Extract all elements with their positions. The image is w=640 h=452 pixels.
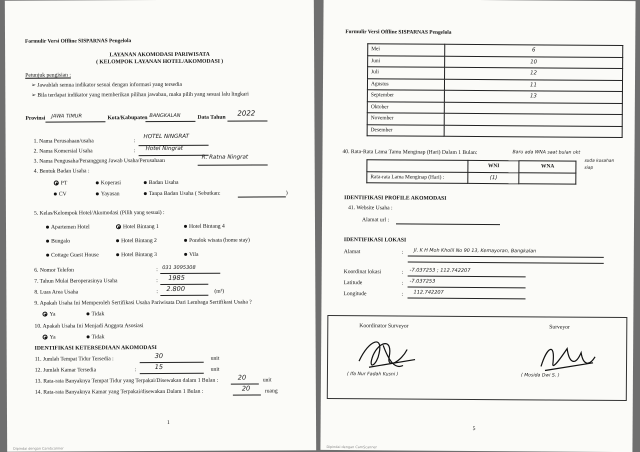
instructions-title: Petunjuk pengisian : [25, 72, 71, 79]
q13-unit: unit [262, 377, 272, 384]
option-pt[interactable]: PT [54, 180, 68, 187]
q9-yes[interactable]: Ya [42, 312, 55, 319]
q8-unit: (m²) [214, 288, 225, 295]
q40-label: 40. Rata-Rata Lama Tamu Menginap (Hari) Dalam 1 Bulan: [342, 149, 478, 156]
year-value: 2022 [237, 109, 256, 118]
scanner-watermark: Dipindai dengan CamScanner [326, 444, 377, 450]
table-row: November [367, 113, 622, 126]
section-availability: IDENTIFIKASI KETERSEDIAAN AKOMODASI [34, 345, 157, 352]
coordinator-name: ( Ifa Nur Fadah Kusni ) [346, 372, 399, 378]
table-row: September 13 [367, 90, 622, 103]
address-label: Alamat [343, 249, 361, 256]
q13-answer: 20 [237, 373, 247, 382]
option-vila[interactable]: Vila [184, 252, 198, 259]
form-header: Formulir Versi Offline SISPARNAS Pengelola [345, 29, 452, 36]
address-value: Jl. K H Moh Kholil No 90 13, Kemayoran, Bangkalan [413, 248, 537, 255]
option-bintang-1[interactable]: Hotel Bintang 1 [116, 224, 159, 231]
q13-label: 13. Rata-rata Banyaknya Tempat Tidur yang Terpakai/Disewakan dalam 1 Bulan : [34, 377, 219, 385]
option-bintang-3[interactable]: Hotel Bintang 3 [116, 252, 157, 259]
q8-label: 8. Luas Area Usaha [34, 289, 79, 296]
table-row: Oktober [367, 101, 622, 114]
q14-label: 14. Rata-rata Banyaknya Kamar yang Terpakai/disewakan Dalam 1 Bulan : [34, 388, 204, 396]
form-page-left: Formulir Versi Offline SISPARNAS Pengelola LAYANAN AKOMODASI PARIWISATA ( KELOMPOK LAYANAN HOTEL/AKOMODASI ) Petunjuk pengisian : ➢ Jawablah semua indikator sesuai dengan informasi yang tersedia ➢ Bila terdapat indikator yang memberikan pilihan jawaban, maka pilih yang sesuai lalu lingkari Provinsi JAWA TIMUR Kota/Kabupaten BANGKALAN Data Tahun 2022 1. Nama Perusahaan/usaha : HOTEL NINGRAT 2. Nama Komersial Usaha : Hotel Ningrat 3. Nama Pengusaha/Penanggung Jawab Usaha/Perusahaan R. Ratna Ningrat 4. Bentuk Badan Usaha : PT Koperasi Badan Usaha CV Yayasan Tanpa Badan Usaha ( Sebutkan: ) 5. Kelas/Kelompok Hotel/Akomodasi (Pilih yang sesuai) : Apartemen Hotel Hotel Bintang 1 Hotel Bintang 4 Bungalo Hotel Bintang 2 Pondok wisata (home stay) Cottage Guest House Hotel Bintang 3 Vila 6. Nomor Telefon : 031 3095308 7. Tahun Mulai Beroperasinya Usaha : 1985 8. Luas Area Usaha : 2.800 (m²) 9. Apakah Usaha Ini Memperoleh Sertifikasi Usaha Pariwisata Dari Lembaga Sertifikasi Usaha ? Ya Tidak 10. Apakah Usaha Ini Menjadi Anggota Asosiasi Ya Tidak IDENTIFIKASI KETERSEDIAAN AKOMODASI 11. Jumlah Tempat Tidur Tersedia : 30 unit 12. Jumlah Kamar Tersedia : 15 unit 13. Rata-rata Banyaknya Tempat Tidur yang Terpakai/Disewakan dalam 1 Bulan : 20 unit 14. Rata-rata Banyaknya Kamar yang Terpakai/disewakan Dalam 1 Bulan : 20 ruang 1 Dipindai dengan CamScanner [5, 0, 316, 452]
q40-note-3: siap [584, 165, 594, 171]
year-label: Data Tahun [197, 114, 226, 121]
q11-unit: unit [210, 355, 220, 362]
page-number: 1 [167, 419, 170, 426]
option-cv[interactable]: CV [54, 191, 67, 198]
option-badan-usaha[interactable]: Badan Usaha [144, 180, 179, 187]
coord-value: -7.037253 ; 112.742207 [409, 267, 471, 274]
q7-label: 7. Tahun Mulai Beroperasinya Usaha [34, 278, 118, 285]
stay-table [366, 159, 576, 184]
table-row: Rata-rata Lama Menginap (Hari) : (1) [367, 171, 576, 184]
lon-value: 112.742207 [413, 289, 444, 296]
q7-answer: 1985 [168, 273, 185, 282]
q9-label: 9. Apakah Usaha Ini Memperoleh Sertifikasi Usaha Pariwisata Dari Lembaga Sertifikasi Usaha ? [34, 299, 252, 307]
scanner-watermark: Dipindai dengan CamScanner [13, 446, 64, 451]
q2-answer: Hotel Ningrat [145, 145, 183, 153]
option-pondok-wisata[interactable]: Pondok wisata (home stay) [184, 238, 250, 245]
q12-answer: 15 [154, 362, 164, 372]
table-row: Mei 6 [368, 44, 623, 57]
coord-label: Koordinat lokasi [343, 269, 382, 276]
lat-label: Latitude [343, 280, 363, 287]
coordinator-signature [346, 331, 429, 378]
option-apartemen-hotel[interactable]: Apartemen Hotel [46, 224, 90, 231]
instruction-item: ➢ Bila terdapat indikator yang memberikan pilihan jawaban, maka pilih yang sesuai lalu lingkari [31, 91, 249, 99]
surveyor-signature [533, 336, 603, 376]
url-label: Alamat url : [362, 217, 390, 224]
table-row: Juni 10 [368, 55, 623, 68]
q10-yes[interactable]: Ya [43, 335, 56, 342]
form-header: Formulir Versi Offline SISPARNAS Pengelola [25, 38, 132, 45]
province-value: JAWA TIMUR [51, 113, 82, 120]
table-row: WNI WNA [367, 160, 576, 173]
city-label: Kota/Kabupaten [107, 115, 148, 122]
q6-answer: 031 3095308 [162, 264, 196, 271]
q9-no[interactable]: Tidak [86, 311, 104, 318]
form-page-right: Formulir Versi Offline SISPARNAS Pengelola Mei 6 Juni 10 Juli 12 Agustus 11 September 13 Oktober November Desember 40. Rata-Rata Lama Tamu Menginap (Hari) Dalam 1 Bulan: Baru ada WNA saat bulan okt suda kosahan siap WNI WNA Rata-rata Lama Menginap (Hari) : (1) IDENTIFIKASI PROFILE AKOMODASI 41. Website Usaha : Alamat url : IDENTIFIKASI LOKASI Alamat : Jl. K H Moh Kholil No 90 13, Kemayoran, Bangkalan Koordinat lokasi : -7.037253 ; 112.742207 Latitude : -7.037253 Longitude : 112.742207 Koordinator Surveyor Surveyor ( Ifa Nur Fadah Kusni ) ( Mosida Dwi S. ) 5 Dipindai dengan CamScanner [320, 0, 635, 452]
q3-label: 3. Nama Pengusaha/Penanggung Jawab Usaha/Perusahaan [33, 157, 165, 165]
q8-answer: 2.800 [166, 284, 185, 293]
option-tanpa-badan-usaha[interactable]: Tanpa Badan Usaha ( Sebutkan: [144, 191, 221, 198]
city-value: BANGKALAN [149, 112, 181, 120]
q14-unit: ruang [264, 388, 278, 395]
option-koperasi[interactable]: Koperasi [96, 180, 121, 187]
q12-label: 12. Jumlah Kamar Tersedia [34, 367, 97, 374]
option-bungalo[interactable]: Bungalo [46, 238, 70, 245]
lon-label: Longitude [343, 291, 367, 298]
q11-answer: 30 [154, 351, 163, 361]
q10-label: 10. Apakah Usaha Ini Menjadi Anggota Asosiasi [34, 323, 144, 330]
instruction-item: ➢ Jawablah semua indikator sesuai dengan informasi yang tersedia [31, 81, 182, 89]
page-number: 5 [472, 425, 476, 432]
section-location: IDENTIFIKASI LOKASI [343, 237, 407, 244]
coordinator-label: Koordinator Surveyor [359, 323, 409, 330]
option-bintang-4[interactable]: Hotel Bintang 4 [184, 224, 225, 231]
q1-answer: HOTEL NINGRAT [143, 133, 190, 141]
option-bintang-2[interactable]: Hotel Bintang 2 [116, 238, 157, 245]
option-cottage[interactable]: Cottage Guest House [46, 252, 99, 259]
q41-label: 41. Website Usaha : [348, 205, 393, 212]
monthly-table [367, 43, 624, 138]
q12-unit: unit [210, 366, 220, 373]
province-label: Provinsi [25, 115, 46, 122]
table-row: Desember [367, 124, 622, 137]
surveyor-name: ( Mosida Dwi S. ) [520, 373, 560, 379]
q14-answer: 20 [241, 384, 251, 393]
form-subtitle: ( KELOMPOK LAYANAN HOTEL/AKOMODASI ) [96, 58, 224, 66]
q2-label: 2. Nama Komersial Usaha [33, 148, 93, 155]
q1-label: 1. Nama Perusahaan/usaha [33, 138, 94, 145]
q40-note-2: suda kosahan [584, 158, 615, 164]
section-profile: IDENTIFIKASI PROFILE AKOMODASI [344, 195, 447, 202]
table-row: Agustus 11 [367, 78, 622, 91]
q4-label: 4. Bentuk Badan Usaha : [33, 168, 90, 175]
option-yayasan[interactable]: Yayasan [96, 191, 120, 198]
lat-value: -7.037253 [409, 278, 436, 285]
q6-label: 6. Nomor Telefon [34, 267, 74, 274]
q40-note: Baru ada WNA saat bulan okt [512, 150, 581, 156]
form-title: LAYANAN AKOMODASI PARIWISATA [109, 51, 210, 59]
q5-label: 5. Kelas/Kelompok Hotel/Akomodasi (Pilih yang sesuai) : [33, 209, 165, 217]
surveyor-label: Surveyor [549, 324, 570, 331]
q11-label: 11. Jumlah Tempat Tidur Tersedia : [34, 356, 114, 363]
q10-no[interactable]: Tidak [87, 334, 105, 341]
table-row: Juli 12 [368, 67, 623, 80]
q3-answer: R. Ratna Ningrat [201, 154, 249, 161]
